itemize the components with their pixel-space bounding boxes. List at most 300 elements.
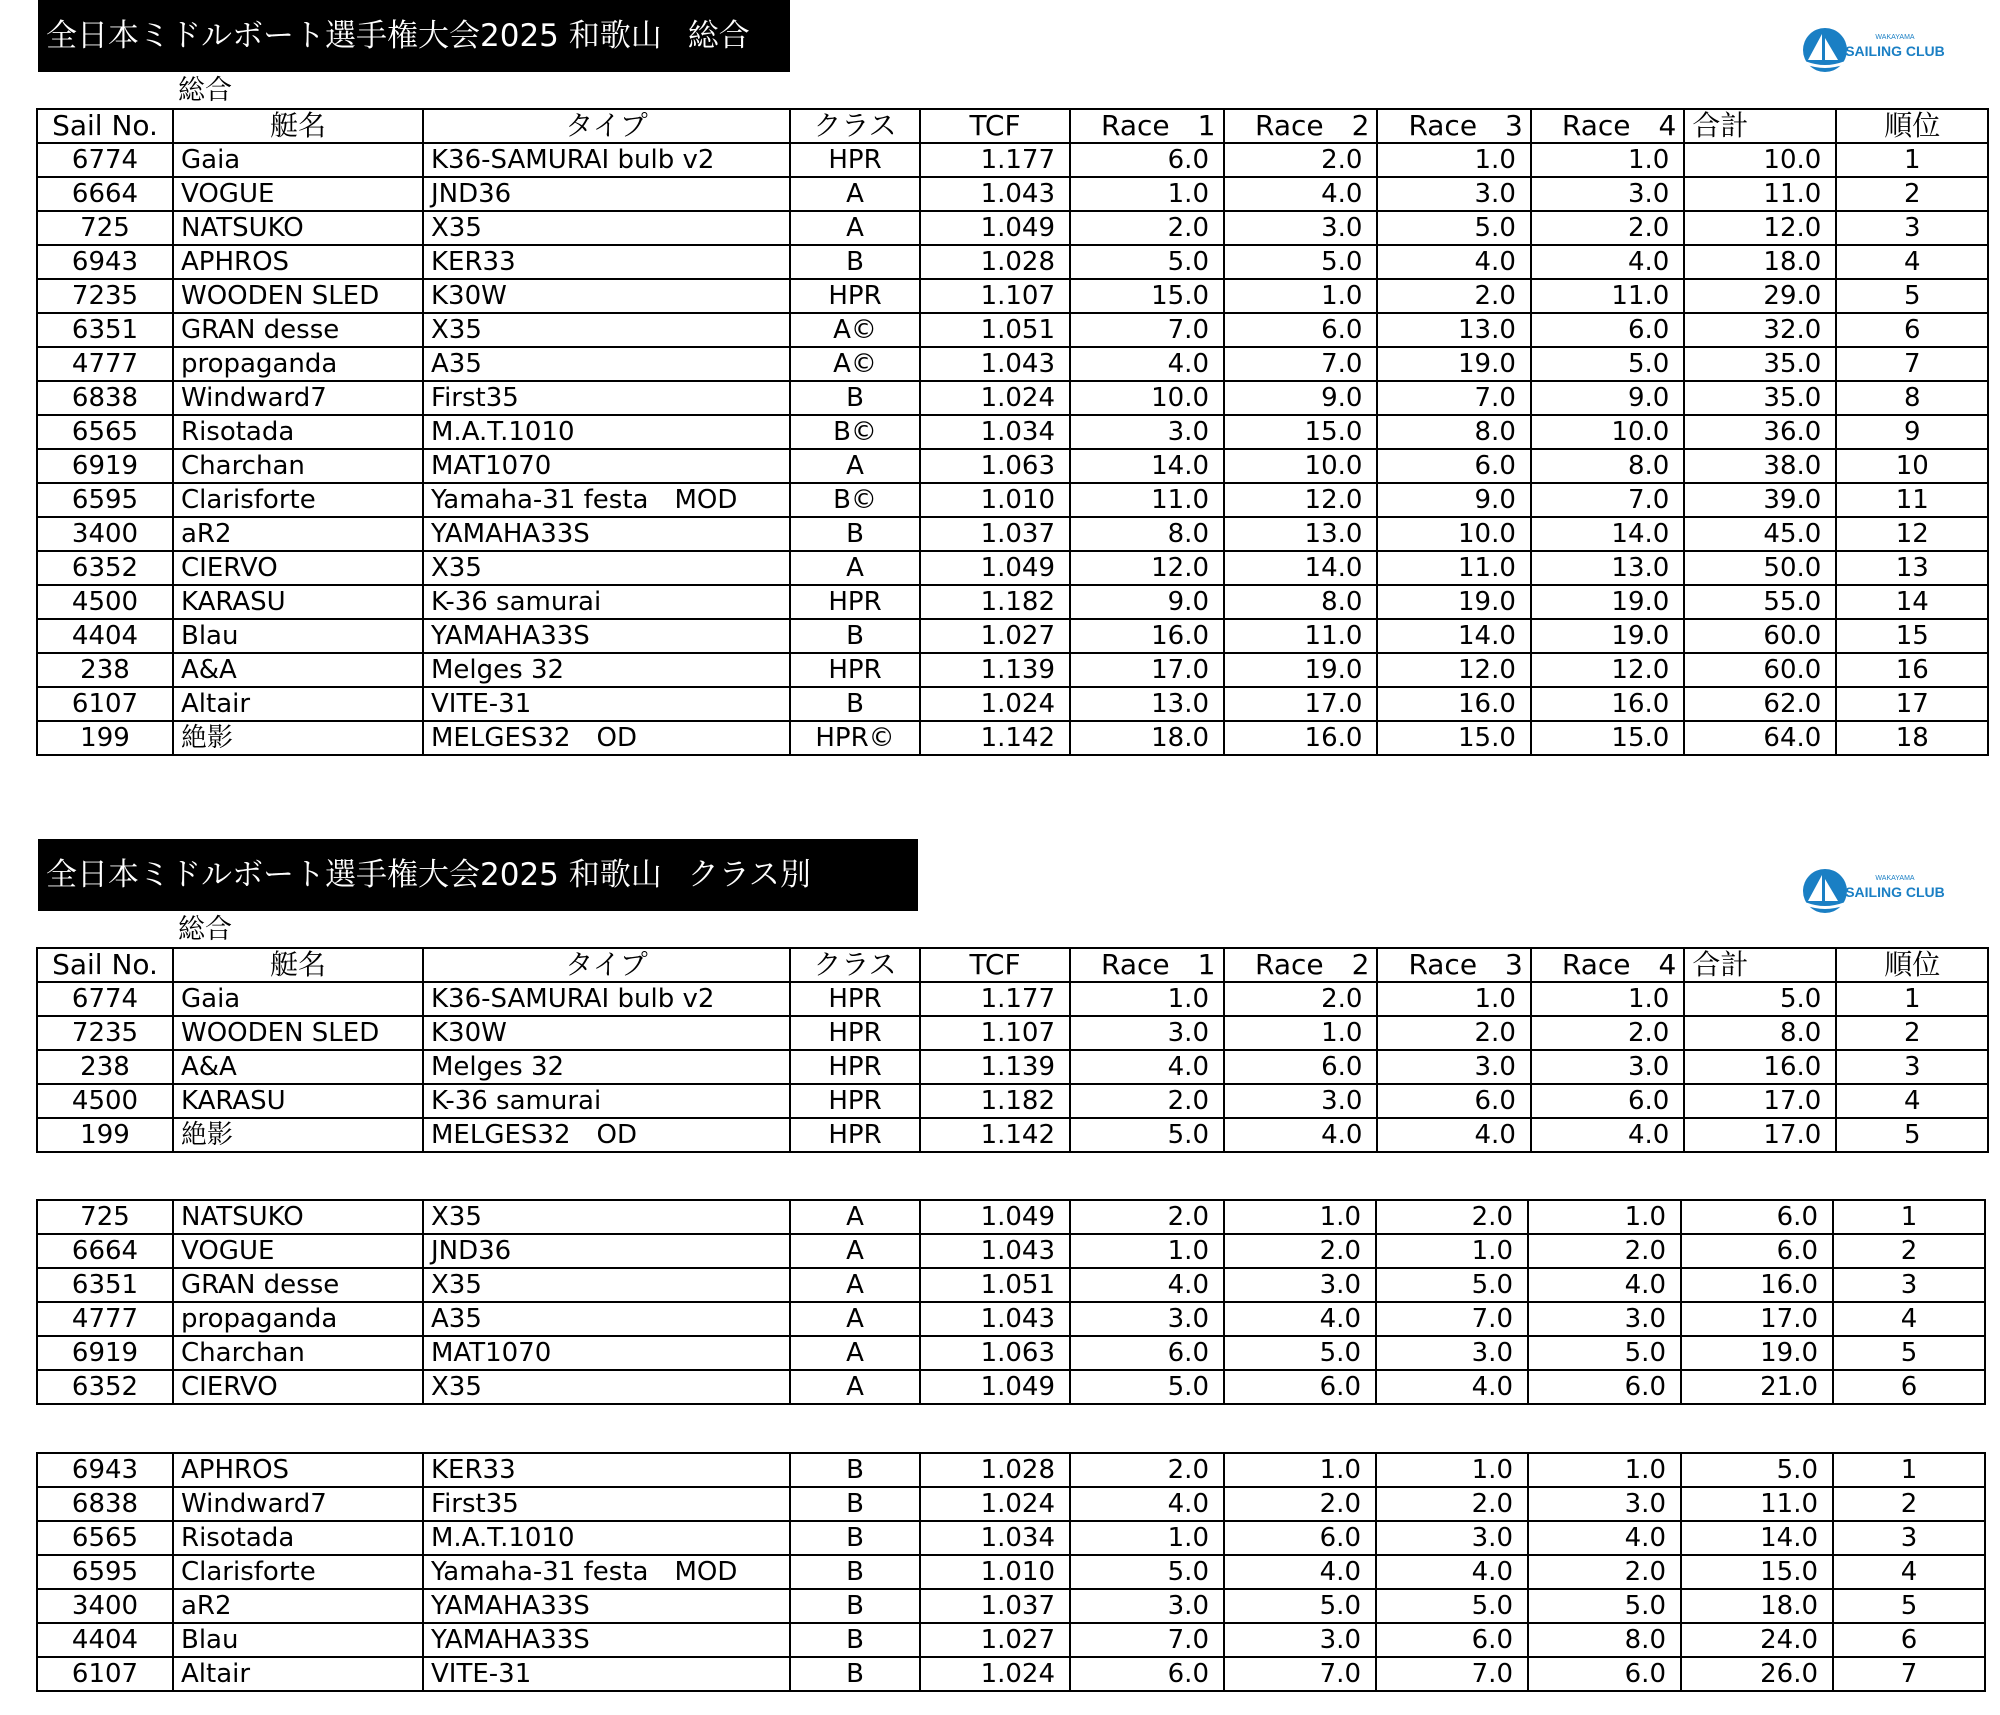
cell-total: 38.0 [1684,449,1836,483]
cell-boat-type: A35 [423,347,790,381]
cell-sail-no: 6352 [37,551,173,585]
cell-boat-name: propaganda [173,347,423,381]
cell-boat-type: MAT1070 [423,449,790,483]
cell-class: A [790,1336,920,1370]
cell-race-2: 3.0 [1224,1084,1377,1118]
cell-race-3: 10.0 [1377,517,1530,551]
cell-race-3: 5.0 [1376,1589,1528,1623]
cell-rank: 10 [1836,449,1988,483]
cell-boat-type: VITE-31 [423,687,790,721]
cell-race-2: 6.0 [1224,1521,1376,1555]
table-row [37,585,1988,619]
table-row [37,1623,1985,1657]
cell-class: B [790,687,920,721]
cell-race-4: 4.0 [1531,245,1684,279]
cell-tcf: 1.037 [920,1589,1070,1623]
cell-class: B [790,381,920,415]
cell-class: B [790,1589,920,1623]
cell-boat-name: aR2 [173,517,423,551]
cell-rank: 6 [1833,1370,1985,1404]
cell-boat-name: Windward7 [173,1487,423,1521]
cell-total: 5.0 [1684,982,1836,1016]
cell-race-1: 1.0 [1070,1234,1224,1268]
cell-race-4: 3.0 [1528,1487,1681,1521]
cell-total: 16.0 [1684,1050,1836,1084]
cell-boat-type: K36-SAMURAI bulb v2 [423,982,790,1016]
cell-sail-no: 4777 [37,347,173,381]
cell-sail-no: 4500 [37,1084,173,1118]
cell-tcf: 1.027 [920,619,1070,653]
cell-tcf: 1.049 [920,1370,1070,1404]
cell-rank: 2 [1836,177,1988,211]
cell-sail-no: 7235 [37,1016,173,1050]
cell-total: 6.0 [1681,1234,1833,1268]
cell-race-3: 2.0 [1376,1487,1528,1521]
cell-race-4: 2.0 [1528,1234,1681,1268]
table-row [37,517,1988,551]
cell-race-4: 3.0 [1531,1050,1684,1084]
cell-race-2: 5.0 [1224,1336,1376,1370]
cell-race-3: 1.0 [1377,143,1530,177]
table-row [37,381,1988,415]
cell-boat-name: Blau [173,1623,423,1657]
cell-race-3: 6.0 [1377,1084,1530,1118]
cell-class: A [790,177,920,211]
cell-sail-no: 6351 [37,1268,173,1302]
table-row [37,1370,1985,1404]
table-row [37,687,1988,721]
cell-total: 64.0 [1684,721,1836,755]
cell-total: 21.0 [1681,1370,1833,1404]
cell-boat-name: Gaia [173,143,423,177]
cell-rank: 14 [1836,585,1988,619]
cell-boat-name: A&A [173,1050,423,1084]
cell-race-1: 15.0 [1070,279,1224,313]
cell-rank: 3 [1833,1268,1985,1302]
cell-rank: 5 [1833,1589,1985,1623]
cell-race-3: 1.0 [1377,982,1530,1016]
cell-boat-name: KARASU [173,585,423,619]
cell-race-3: 15.0 [1377,721,1530,755]
cell-total: 6.0 [1681,1200,1833,1234]
cell-boat-type: MELGES32 OD [423,1118,790,1152]
cell-boat-type: M.A.T.1010 [423,415,790,449]
cell-sail-no: 4777 [37,1302,173,1336]
cell-race-1: 14.0 [1070,449,1224,483]
cell-boat-name: propaganda [173,1302,423,1336]
cell-boat-name: Charchan [173,1336,423,1370]
cell-rank: 3 [1833,1521,1985,1555]
cell-race-4: 4.0 [1528,1521,1681,1555]
cell-race-2: 1.0 [1224,279,1377,313]
cell-race-1: 2.0 [1070,1084,1224,1118]
logo-main-text: SAILING CLUB [1845,43,1945,59]
cell-boat-name: Clarisforte [173,483,423,517]
cell-boat-type: VITE-31 [423,1657,790,1691]
cell-boat-name: A&A [173,653,423,687]
cell-boat-type: YAMAHA33S [423,1623,790,1657]
cell-tcf: 1.024 [920,381,1070,415]
cell-sail-no: 6107 [37,1657,173,1691]
cell-tcf: 1.049 [920,211,1070,245]
table-row [37,211,1988,245]
cell-boat-name: Clarisforte [173,1555,423,1589]
cell-boat-type: X35 [423,313,790,347]
header-class: クラス [790,948,920,982]
cell-sail-no: 6774 [37,143,173,177]
cell-tcf: 1.049 [920,551,1070,585]
cell-total: 32.0 [1684,313,1836,347]
cell-class: B [790,517,920,551]
table-row [37,982,1988,1016]
cell-class: A [790,449,920,483]
cell-race-2: 13.0 [1224,517,1377,551]
logo-top-text: WAKAYAMA [1875,34,1915,41]
cell-race-3: 7.0 [1376,1657,1528,1691]
cell-race-2: 4.0 [1224,1302,1376,1336]
cell-total: 24.0 [1681,1623,1833,1657]
cell-race-2: 5.0 [1224,1589,1376,1623]
cell-boat-type: MAT1070 [423,1336,790,1370]
hpr-class-table [36,947,1989,1153]
cell-tcf: 1.034 [920,415,1070,449]
cell-race-2: 14.0 [1224,551,1377,585]
cell-class: B© [790,483,920,517]
cell-rank: 6 [1833,1623,1985,1657]
cell-race-3: 19.0 [1377,585,1530,619]
cell-boat-name: WOODEN SLED [173,279,423,313]
cell-boat-type: K30W [423,279,790,313]
cell-boat-name: 絶影 [173,721,423,755]
cell-tcf: 1.139 [920,1050,1070,1084]
cell-race-1: 8.0 [1070,517,1224,551]
cell-tcf: 1.177 [920,143,1070,177]
table-row [37,653,1988,687]
cell-race-1: 5.0 [1070,1555,1224,1589]
cell-sail-no: 6664 [37,177,173,211]
cell-rank: 3 [1836,211,1988,245]
cell-boat-type: JND36 [423,177,790,211]
cell-boat-type: YAMAHA33S [423,1589,790,1623]
table-row [37,143,1988,177]
cell-sail-no: 6943 [37,1453,173,1487]
cell-sail-no: 238 [37,653,173,687]
cell-race-2: 3.0 [1224,211,1377,245]
cell-boat-type: KER33 [423,1453,790,1487]
cell-tcf: 1.037 [920,517,1070,551]
cell-class: B [790,245,920,279]
header-tcf: TCF [920,109,1070,143]
cell-race-3: 5.0 [1376,1268,1528,1302]
cell-class: A© [790,313,920,347]
cell-sail-no: 3400 [37,517,173,551]
title-text: 全日本ミドルボート選手権大会2025 和歌山 [46,857,662,893]
cell-race-4: 11.0 [1531,279,1684,313]
cell-race-1: 4.0 [1070,347,1224,381]
cell-race-3: 1.0 [1376,1453,1528,1487]
header-race-1: Race 1 [1070,948,1224,982]
cell-race-3: 2.0 [1377,279,1530,313]
cell-tcf: 1.043 [920,347,1070,381]
table-row [37,1453,1985,1487]
logo-top-text: WAKAYAMA [1875,875,1915,882]
cell-sail-no: 6352 [37,1370,173,1404]
table-row [37,1016,1988,1050]
cell-race-3: 19.0 [1377,347,1530,381]
table-row [37,1302,1985,1336]
cell-total: 11.0 [1681,1487,1833,1521]
cell-boat-type: Yamaha-31 festa MOD [423,483,790,517]
header-race-3: Race 3 [1377,109,1530,143]
header-row [37,948,1988,982]
cell-race-4: 13.0 [1531,551,1684,585]
cell-race-1: 3.0 [1070,1302,1224,1336]
cell-boat-type: Melges 32 [423,1050,790,1084]
cell-boat-name: CIERVO [173,1370,423,1404]
cell-boat-type: K-36 samurai [423,1084,790,1118]
cell-race-2: 2.0 [1224,1487,1376,1521]
table-row [37,1589,1985,1623]
header-rank: 順位 [1836,109,1988,143]
section-subtitle: 総合 [178,914,232,945]
header-race-2: Race 2 [1224,948,1377,982]
table-row [37,1521,1985,1555]
table-row [37,313,1988,347]
cell-total: 45.0 [1684,517,1836,551]
cell-race-4: 19.0 [1531,619,1684,653]
cell-rank: 5 [1836,279,1988,313]
cell-class: HPR [790,1084,920,1118]
cell-tcf: 1.107 [920,279,1070,313]
section-subtitle: 総合 [178,75,232,106]
b-class-table [36,1452,1986,1692]
cell-class: B [790,1487,920,1521]
header-boat-name: 艇名 [173,109,423,143]
cell-rank: 5 [1836,1118,1988,1152]
cell-race-4: 12.0 [1531,653,1684,687]
cell-race-4: 1.0 [1528,1453,1681,1487]
cell-sail-no: 238 [37,1050,173,1084]
header-boat-type: タイプ [423,948,790,982]
cell-tcf: 1.049 [920,1200,1070,1234]
cell-race-1: 7.0 [1070,313,1224,347]
cell-tcf: 1.177 [920,982,1070,1016]
cell-rank: 6 [1836,313,1988,347]
cell-total: 17.0 [1684,1118,1836,1152]
cell-race-1: 2.0 [1070,1200,1224,1234]
cell-rank: 4 [1836,245,1988,279]
cell-race-3: 14.0 [1377,619,1530,653]
cell-tcf: 1.182 [920,1084,1070,1118]
cell-race-1: 18.0 [1070,721,1224,755]
cell-race-3: 2.0 [1376,1200,1528,1234]
table-row [37,1657,1985,1691]
cell-race-3: 3.0 [1376,1521,1528,1555]
table-row [37,1234,1985,1268]
cell-boat-type: X35 [423,211,790,245]
cell-boat-type: K30W [423,1016,790,1050]
cell-race-3: 9.0 [1377,483,1530,517]
cell-race-2: 8.0 [1224,585,1377,619]
cell-race-1: 2.0 [1070,1453,1224,1487]
cell-race-3: 3.0 [1377,1050,1530,1084]
cell-race-2: 1.0 [1224,1016,1377,1050]
logo-main-text: SAILING CLUB [1845,884,1945,900]
cell-tcf: 1.107 [920,1016,1070,1050]
cell-rank: 8 [1836,381,1988,415]
cell-race-4: 8.0 [1528,1623,1681,1657]
cell-rank: 13 [1836,551,1988,585]
cell-class: B [790,1555,920,1589]
header-row [37,109,1988,143]
title-suffix: クラス別 [687,857,811,893]
cell-boat-type: M.A.T.1010 [423,1521,790,1555]
cell-race-4: 5.0 [1528,1589,1681,1623]
cell-race-4: 7.0 [1531,483,1684,517]
cell-sail-no: 6107 [37,687,173,721]
cell-race-2: 2.0 [1224,143,1377,177]
cell-rank: 2 [1833,1234,1985,1268]
cell-boat-type: Yamaha-31 festa MOD [423,1555,790,1589]
cell-boat-type: K36-SAMURAI bulb v2 [423,143,790,177]
cell-race-3: 8.0 [1377,415,1530,449]
cell-boat-type: X35 [423,551,790,585]
cell-race-2: 10.0 [1224,449,1377,483]
cell-rank: 17 [1836,687,1988,721]
cell-class: B [790,1623,920,1657]
cell-tcf: 1.063 [920,449,1070,483]
cell-race-1: 13.0 [1070,687,1224,721]
table-row [37,619,1988,653]
cell-class: B [790,1657,920,1691]
cell-boat-type: First35 [423,1487,790,1521]
cell-race-3: 4.0 [1377,1118,1530,1152]
header-race-1: Race 1 [1070,109,1224,143]
cell-sail-no: 4404 [37,619,173,653]
header-class: クラス [790,109,920,143]
overall-results-table [36,108,1989,756]
cell-class: A [790,1234,920,1268]
cell-boat-type: MELGES32 OD [423,721,790,755]
cell-rank: 15 [1836,619,1988,653]
cell-race-2: 17.0 [1224,687,1377,721]
cell-total: 50.0 [1684,551,1836,585]
cell-race-4: 1.0 [1528,1200,1681,1234]
cell-race-3: 4.0 [1377,245,1530,279]
cell-boat-name: Gaia [173,982,423,1016]
cell-tcf: 1.028 [920,245,1070,279]
cell-race-2: 6.0 [1224,1370,1376,1404]
cell-race-4: 4.0 [1531,1118,1684,1152]
cell-boat-type: X35 [423,1370,790,1404]
cell-race-1: 2.0 [1070,211,1224,245]
wakayama-sailing-club-logo [1800,867,1950,917]
cell-class: B [790,1453,920,1487]
cell-tcf: 1.051 [920,313,1070,347]
cell-class: HPR [790,1050,920,1084]
cell-tcf: 1.139 [920,653,1070,687]
cell-race-1: 3.0 [1070,1589,1224,1623]
cell-rank: 7 [1833,1657,1985,1691]
cell-race-2: 1.0 [1224,1453,1376,1487]
cell-race-2: 4.0 [1224,1555,1376,1589]
cell-race-2: 7.0 [1224,347,1377,381]
cell-tcf: 1.142 [920,1118,1070,1152]
cell-race-2: 2.0 [1224,1234,1376,1268]
cell-sail-no: 199 [37,1118,173,1152]
cell-race-3: 4.0 [1376,1370,1528,1404]
cell-race-2: 19.0 [1224,653,1377,687]
cell-race-1: 5.0 [1070,1370,1224,1404]
cell-class: HPR [790,585,920,619]
title-suffix: 総合 [687,18,750,54]
cell-race-2: 3.0 [1224,1623,1376,1657]
cell-class: A [790,1370,920,1404]
cell-rank: 9 [1836,415,1988,449]
cell-race-3: 7.0 [1377,381,1530,415]
cell-race-1: 7.0 [1070,1623,1224,1657]
cell-race-1: 1.0 [1070,1521,1224,1555]
cell-race-1: 6.0 [1070,1336,1224,1370]
cell-sail-no: 6838 [37,381,173,415]
cell-rank: 16 [1836,653,1988,687]
cell-boat-name: Charchan [173,449,423,483]
cell-race-4: 2.0 [1531,1016,1684,1050]
table-row [37,1487,1985,1521]
cell-sail-no: 6919 [37,1336,173,1370]
cell-race-3: 16.0 [1377,687,1530,721]
cell-race-2: 4.0 [1224,1118,1377,1152]
cell-race-4: 9.0 [1531,381,1684,415]
cell-boat-name: WOODEN SLED [173,1016,423,1050]
cell-total: 29.0 [1684,279,1836,313]
cell-race-4: 15.0 [1531,721,1684,755]
cell-total: 17.0 [1684,1084,1836,1118]
cell-race-1: 16.0 [1070,619,1224,653]
cell-rank: 1 [1833,1453,1985,1487]
cell-total: 10.0 [1684,143,1836,177]
cell-race-4: 14.0 [1531,517,1684,551]
cell-race-4: 6.0 [1531,313,1684,347]
cell-sail-no: 4404 [37,1623,173,1657]
cell-boat-type: X35 [423,1200,790,1234]
cell-boat-name: GRAN desse [173,1268,423,1302]
cell-sail-no: 3400 [37,1589,173,1623]
cell-class: HPR [790,1016,920,1050]
cell-tcf: 1.024 [920,1487,1070,1521]
cell-race-1: 17.0 [1070,653,1224,687]
cell-rank: 2 [1833,1487,1985,1521]
cell-race-3: 3.0 [1376,1336,1528,1370]
cell-rank: 12 [1836,517,1988,551]
cell-race-2: 6.0 [1224,313,1377,347]
table-row [37,551,1988,585]
cell-boat-name: Altair [173,687,423,721]
cell-race-3: 6.0 [1377,449,1530,483]
cell-total: 12.0 [1684,211,1836,245]
cell-boat-type: YAMAHA33S [423,517,790,551]
cell-race-1: 5.0 [1070,245,1224,279]
cell-rank: 3 [1836,1050,1988,1084]
cell-tcf: 1.142 [920,721,1070,755]
cell-sail-no: 7235 [37,279,173,313]
cell-rank: 1 [1836,143,1988,177]
cell-boat-type: JND36 [423,1234,790,1268]
cell-rank: 4 [1836,1084,1988,1118]
cell-boat-type: First35 [423,381,790,415]
title-text: 全日本ミドルボート選手権大会2025 和歌山 [46,18,662,54]
cell-boat-name: Risotada [173,1521,423,1555]
